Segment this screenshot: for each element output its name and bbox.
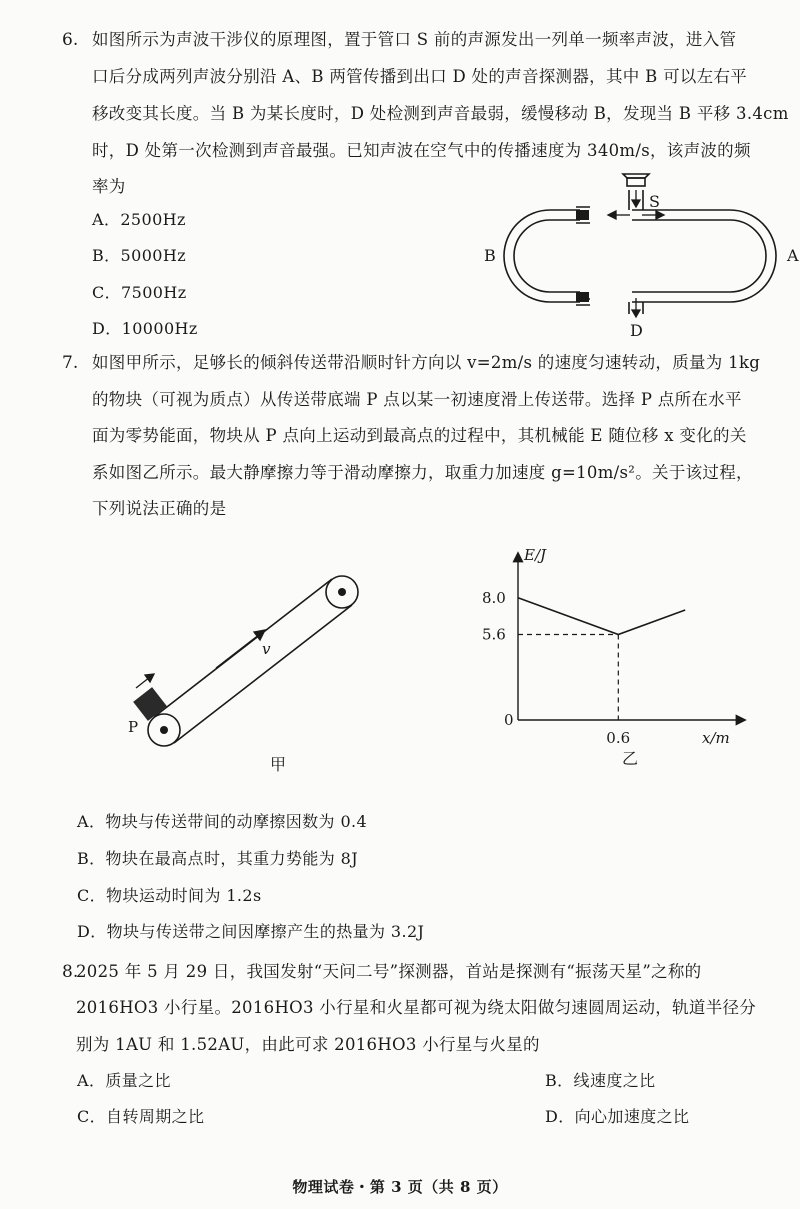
q6-line-2: 口后分成两列声波分别沿 A、B 两管传播到出口 D 处的声音探测器，其中 B 可以左右平 [92,67,748,86]
q7-line-3: 面为零势能面，物块从 P 点向上运动到最高点的过程中，其机械能 E 随位移 x 变化的关 [92,426,747,445]
q7-chart-x-tick: 0.6 [606,729,631,747]
q7-option-c: C．物块运动时间为 1.2s [77,886,262,905]
q6-line-4: 时，D 处第一次检测到声音最强。已知声波在空气中的传播速度为 340m/s，该声波的频 [92,141,751,160]
q7-block [133,687,167,721]
q6-label-s: S [649,192,660,211]
q6-line-1: 如图所示为声波干涉仪的原理图，置于管口 S 前的声源发出一列单一频率声波，进入管 [92,30,737,49]
q7-option-b: B．物块在最高点时，其重力势能为 8J [77,849,359,868]
q6-option-a: A．2500Hz [92,210,186,229]
page-footer: 物理试卷・第 3 页（共 8 页） [292,1178,508,1196]
q7-label-v: v [262,640,271,658]
q7-energy-chart [470,540,770,790]
q6-option-b: B．5000Hz [92,246,187,265]
q6-interferometer-figure [480,172,800,342]
q7-label-p: P [128,718,139,736]
q7-chart-energy-line [518,598,685,635]
q6-number: 6. [62,30,79,50]
q7-caption-jia: 甲 [270,755,287,774]
q7-line-1: 如图甲所示，足够长的倾斜传送带沿顺时针方向以 v=2m/s 的速度匀速转动，质量为 1kg [92,353,761,372]
q6-joint-mark [576,210,589,220]
q8-option-a: A．质量之比 [77,1071,171,1090]
q7-option-d: D．物块与传送带之间因摩擦产生的热量为 3.2J [77,922,425,941]
q8-line-2: 2016HO3 小行星。2016HO3 小行星和火星都可视为绕太阳做匀速圆周运动，轨道半径分 [76,998,757,1017]
q6-line-3: 移改变其长度。当 B 为某长度时，D 处检测到声音最弱，缓慢移动 B，发现当 B 平移 3.4cm [92,104,789,123]
q8-line-1: 2025 年 5 月 29 日，我国发射“天问二号”探测器，首站是探测有“振荡天星”之称的 [76,962,702,981]
q7-chart-x-label: x/m [702,729,730,747]
q6-label-d: D [630,321,643,340]
q7-chart-y-tick: 5.6 [482,625,506,644]
q8-option-c: C．自转周期之比 [77,1107,205,1126]
q7-caption-yi: 乙 [622,749,639,768]
q6-label-b: B [484,246,496,265]
q7-line-4: 系如图乙所示。最大静摩擦力等于滑动摩擦力，取重力加速度 g=10m/s²。关于该过程， [92,463,753,482]
q6-joint-mark [576,292,589,302]
q8-number: 8. [62,962,79,982]
q7-line-5: 下列说法正确的是 [92,499,227,518]
q6-option-d: D．10000Hz [92,319,198,338]
q8-line-3: 别为 1AU 和 1.52AU，由此可求 2016HO3 小行星与火星的 [76,1035,540,1054]
q7-chart-origin: 0 [504,711,514,729]
q8-option-b: B．线速度之比 [545,1071,656,1090]
q7-pulley-axle [160,726,168,734]
q7-number: 7. [62,353,79,373]
q7-conveyor-figure [120,560,380,800]
q6-option-c: C．7500Hz [92,283,187,302]
q7-chart-y-tick: 8.0 [482,588,506,607]
q7-line-2: 的物块（可视为质点）从传送带底端 P 点以某一初速度滑上传送带。选择 P 点所在水平 [92,390,742,409]
q6-line-5: 率为 [92,177,126,196]
q8-option-d: D．向心加速度之比 [545,1107,690,1126]
q7-pulley-axle [338,588,346,596]
q7-chart-y-label: E/J [524,546,547,564]
q7-option-a: A．物块与传送带间的动摩擦因数为 0.4 [77,812,368,831]
q6-label-a: A [787,246,799,265]
